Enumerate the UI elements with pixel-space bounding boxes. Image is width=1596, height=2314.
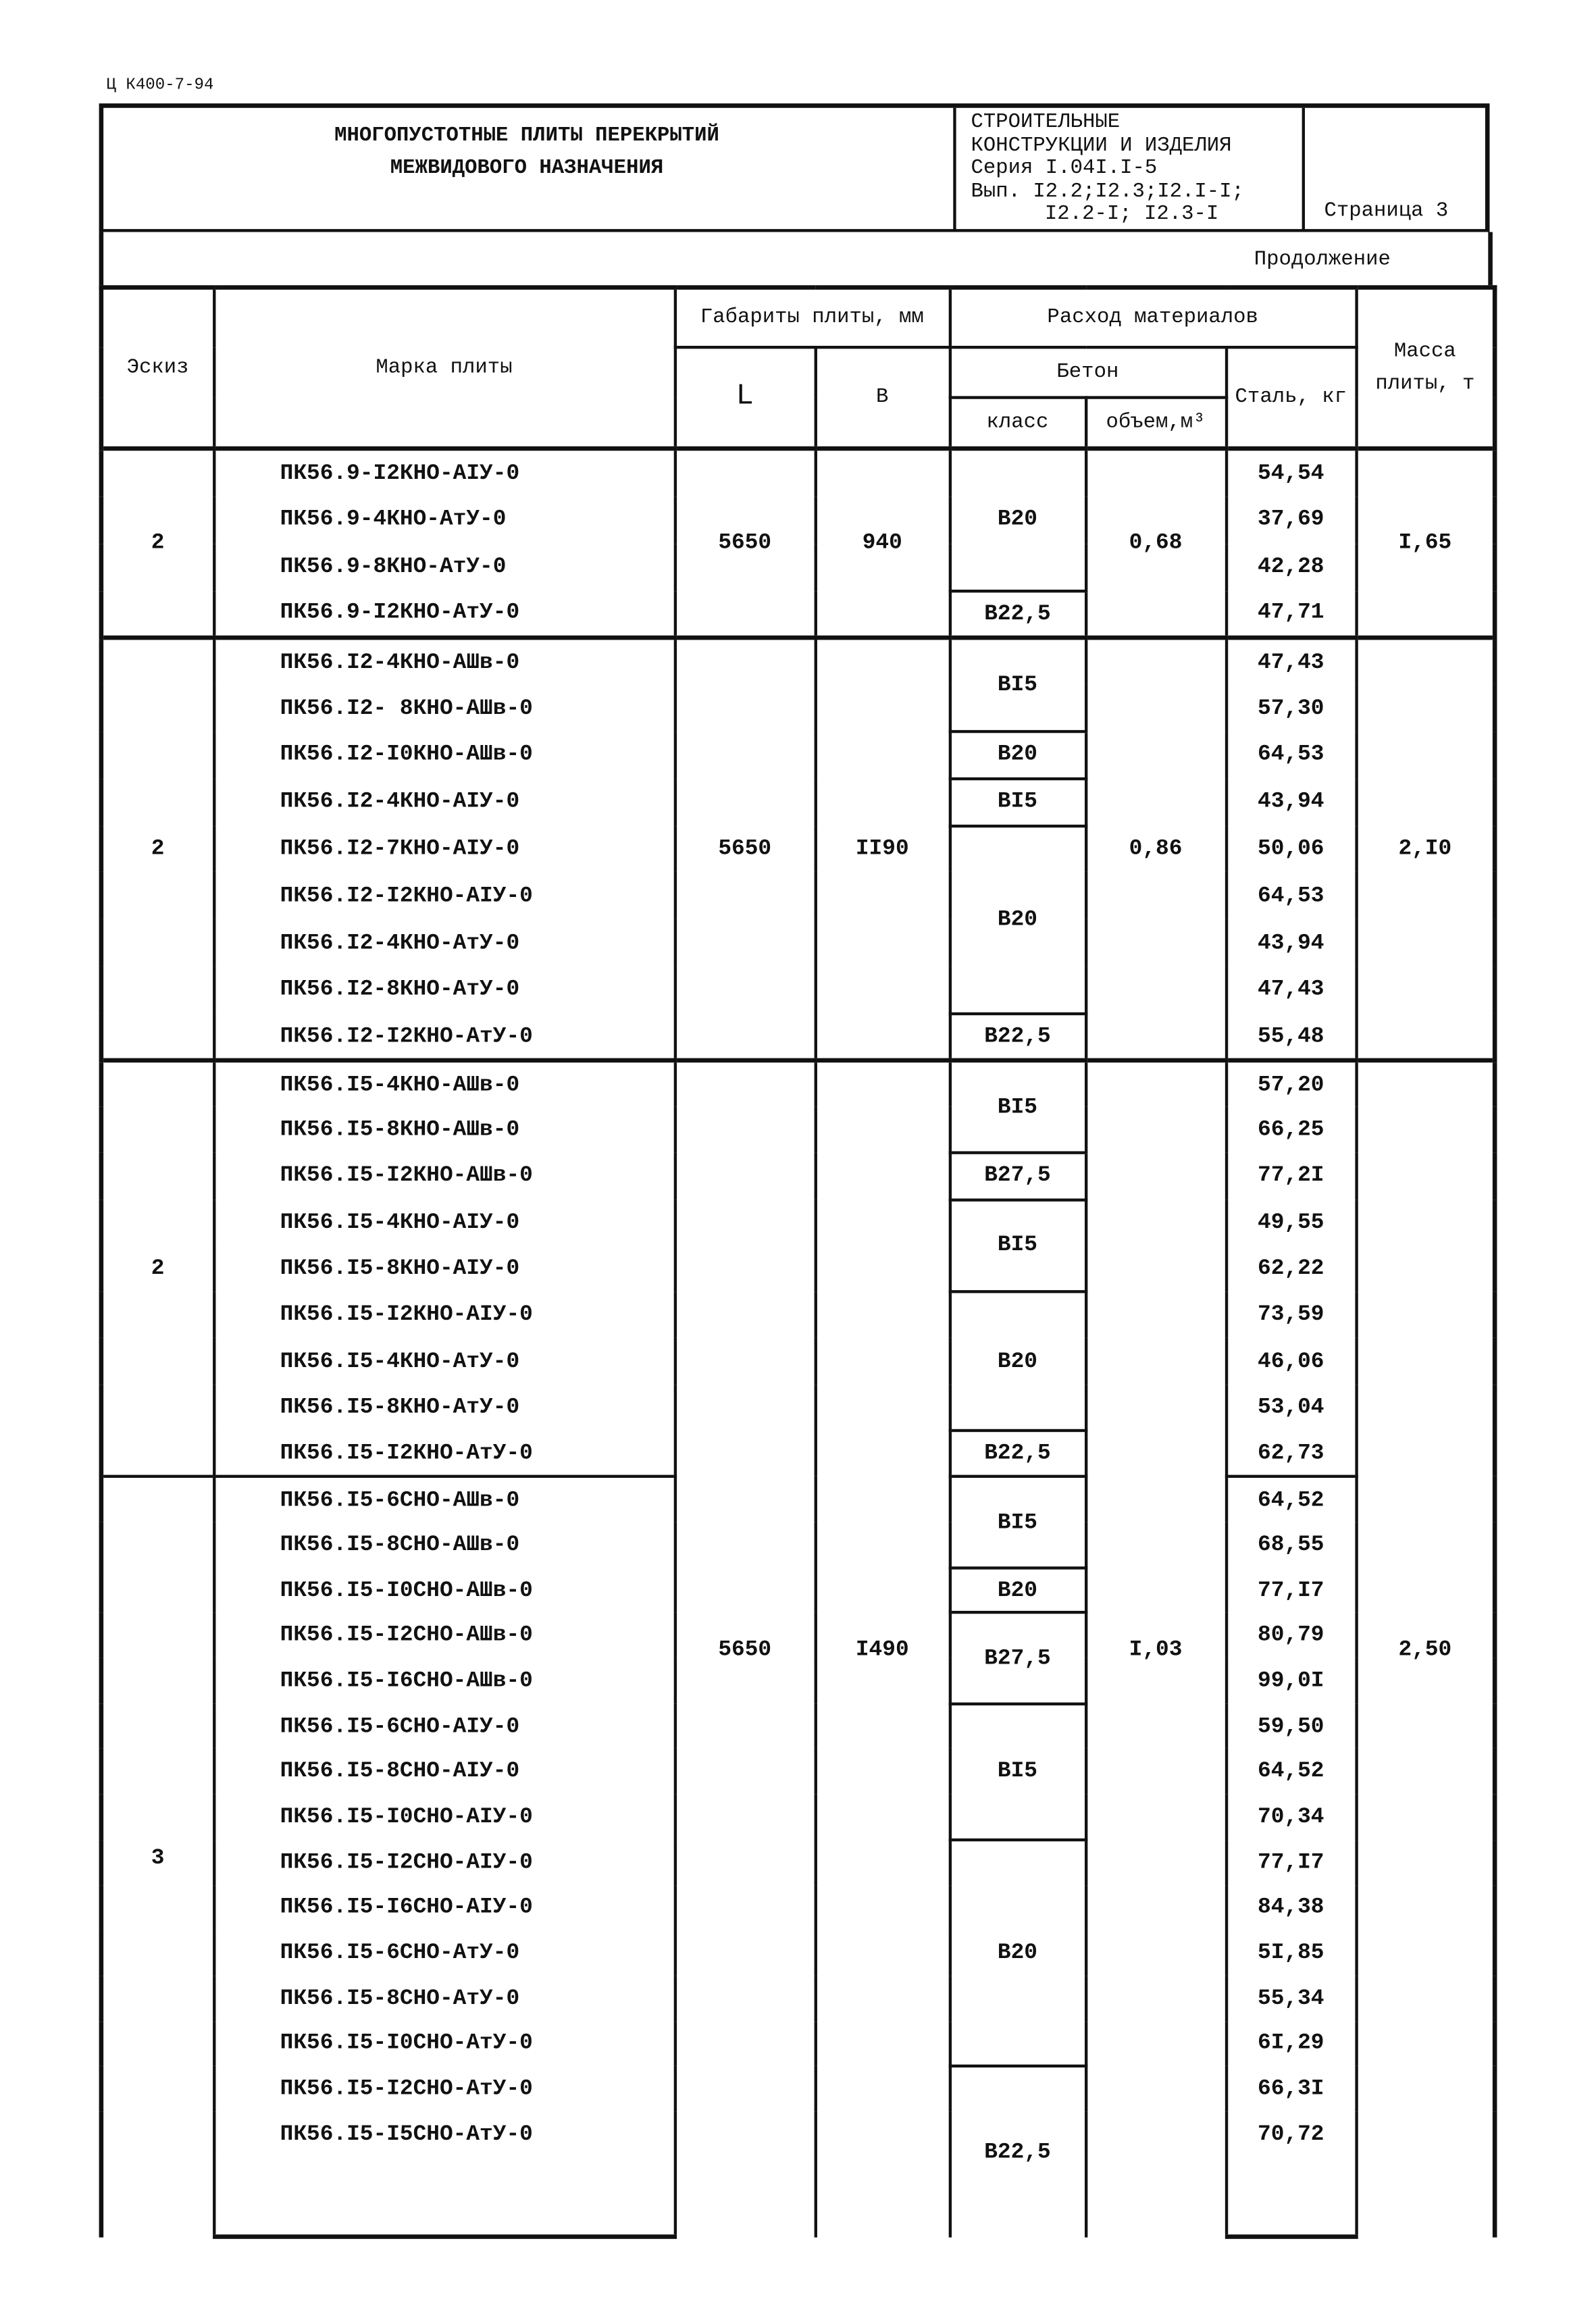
slab-mark: ПК56.I5-6СНО-АIУ-0 (213, 1703, 675, 1749)
concrete-class: B20 (950, 1292, 1085, 1431)
width-value: II90 (815, 638, 950, 1060)
steel-value: 64,53 (1226, 873, 1356, 920)
series-info (953, 108, 1305, 232)
concrete-volume: 0,86 (1085, 638, 1226, 1060)
header-mass: Масса плиты, т (1356, 288, 1495, 448)
slab-mark: ПК56.I2-8КНО-АтУ-0 (213, 967, 675, 1014)
steel-value: 5I,85 (1226, 1930, 1356, 1976)
concrete-class: BI5 (950, 1703, 1085, 1839)
steel-value: 50,06 (1226, 825, 1356, 873)
header-length: L (675, 346, 815, 448)
steel-value: 77,2I (1226, 1153, 1356, 1199)
continuation-label: Продолжение (1254, 248, 1391, 272)
slab-mark: ПК56.I2-I2КНО-АIУ-0 (213, 873, 675, 920)
slab-mark: ПК56.I5-I2СНО-АтУ-0 (213, 2066, 675, 2111)
steel-value: 49,55 (1226, 1200, 1356, 1245)
concrete-volume: 0,68 (1085, 448, 1226, 638)
steel-value: 53,04 (1226, 1385, 1356, 1431)
slab-mark: ПК56.I5-8КНО-АIУ-0 (213, 1245, 675, 1291)
steel-value: 77,I7 (1226, 1568, 1356, 1613)
slab-mark: ПК56.I5-8СНО-АтУ-0 (213, 1976, 675, 2021)
steel-value: 70,72 (1226, 2112, 1356, 2157)
steel-value: 55,48 (1226, 1014, 1356, 1061)
series-line: КОНСТРУКЦИИ И ИЗДЕЛИЯ (971, 134, 1232, 158)
length-value: 5650 (675, 1060, 815, 2237)
width-value: I490 (815, 1060, 950, 2237)
steel-value: 70,34 (1226, 1795, 1356, 1840)
steel-value: 99,0I (1226, 1658, 1356, 1703)
slab-mark: ПК56.I5-8КНО-АтУ-0 (213, 1385, 675, 1431)
slab-mark: ПК56.I5-I5СНО-АтУ-0 (213, 2112, 675, 2157)
slab-mass: 2,50 (1356, 1060, 1495, 2237)
sketch-number: 3 (101, 1477, 213, 2237)
slab-mass: 2,I0 (1356, 638, 1495, 1060)
concrete-class: B20 (950, 825, 1085, 1013)
page-number: Страница 3 (1324, 199, 1449, 224)
header-class: класс (950, 396, 1085, 448)
slab-mark: ПК56.I5-I2КНО-АШв-0 (213, 1153, 675, 1199)
concrete-class: B22,5 (950, 1431, 1085, 1476)
series-line: I2.2-I; I2.3-I (1044, 202, 1219, 226)
slab-mark: ПК56.I5-4КНО-АШв-0 (213, 1060, 675, 1106)
concrete-class: B22,5 (950, 2066, 1085, 2236)
length-value: 5650 (675, 448, 815, 638)
slab-mark: ПК56.I5-8КНО-АШв-0 (213, 1107, 675, 1153)
slab-mark: ПК56.I2-I0КНО-АШв-0 (213, 731, 675, 779)
slab-mark: ПК56.I5-I6СНО-АIУ-0 (213, 1885, 675, 1930)
steel-value: 6I,29 (1226, 2021, 1356, 2066)
header-volume: объем,м³ (1085, 396, 1226, 448)
slab-mass: I,65 (1356, 448, 1495, 638)
slab-mark: ПК56.I5-I6СНО-АШв-0 (213, 1658, 675, 1703)
steel-value: 84,38 (1226, 1885, 1356, 1930)
slab-mark: ПК56.I5-I2СНО-АШв-0 (213, 1613, 675, 1658)
title-line: МЕЖВИДОВОГО НАЗНАЧЕНИЯ (390, 156, 664, 180)
sketch-number: 2 (101, 448, 213, 638)
slab-mark: ПК56.I5-4КНО-АIУ-0 (213, 1200, 675, 1245)
slab-mark: ПК56.9-I2КНО-АIУ-0 (213, 448, 675, 496)
steel-value: 64,53 (1226, 731, 1356, 779)
slab-mark: ПК56.9-I2КНО-АтУ-0 (213, 590, 675, 638)
sketch-number: 2 (101, 1060, 213, 1476)
steel-value: 43,94 (1226, 920, 1356, 967)
header-materials: Расход материалов (950, 288, 1356, 347)
slab-mark: ПК56.9-8КНО-АтУ-0 (213, 543, 675, 590)
steel-value: 66,3I (1226, 2066, 1356, 2111)
steel-value: 43,94 (1226, 779, 1356, 826)
steel-value: 80,79 (1226, 1613, 1356, 1658)
slab-mark: ПК56.I5-I0СНО-АтУ-0 (213, 2021, 675, 2066)
slab-mark: ПК56.I5-8СНО-АIУ-0 (213, 1749, 675, 1794)
table-body (101, 448, 1495, 2237)
slab-mark: ПК56.I5-6СНО-АтУ-0 (213, 1930, 675, 1976)
header-dimensions: Габариты плиты, мм (675, 288, 950, 347)
slab-mark: ПК56.I5-8СНО-АШв-0 (213, 1522, 675, 1568)
length-value: 5650 (675, 638, 815, 1060)
slab-mark: ПК56.I2-4КНО-АIУ-0 (213, 779, 675, 826)
slab-mark: ПК56.I2-I2КНО-АтУ-0 (213, 1014, 675, 1061)
table-row (101, 1060, 1495, 1106)
steel-value: 62,22 (1226, 1245, 1356, 1291)
slab-mark: ПК56.I2-7КНО-АIУ-0 (213, 825, 675, 873)
concrete-class: BI5 (950, 1060, 1085, 1153)
concrete-class: B22,5 (950, 590, 1085, 638)
steel-value: 59,50 (1226, 1703, 1356, 1749)
steel-value: 54,54 (1226, 448, 1356, 496)
header-sketch: Эскиз (101, 288, 213, 448)
concrete-class: BI5 (950, 1200, 1085, 1292)
steel-value: 47,43 (1226, 967, 1356, 1014)
slab-mark: ПК56.I2- 8КНО-АШв-0 (213, 685, 675, 732)
continuation-band (99, 232, 1493, 286)
steel-value: 64,52 (1226, 1749, 1356, 1794)
steel-value: 57,30 (1226, 685, 1356, 732)
slab-mark (213, 2157, 675, 2237)
concrete-class: B22,5 (950, 1014, 1085, 1061)
table-row (101, 638, 1495, 685)
concrete-class: B20 (950, 448, 1085, 590)
slab-mark: ПК56.I2-4КНО-АШв-0 (213, 638, 675, 685)
table-row (101, 448, 1495, 496)
header-mark: Марка плиты (213, 288, 675, 448)
steel-value: 42,28 (1226, 543, 1356, 590)
slab-mark: ПК56.I5-4КНО-АтУ-0 (213, 1338, 675, 1384)
title-line: МНОГОПУСТОТНЫЕ ПЛИТЫ ПЕРЕКРЫТИЙ (334, 124, 719, 148)
header-concrete: Бетон (950, 346, 1226, 396)
concrete-class: B20 (950, 731, 1085, 779)
concrete-class: B27,5 (950, 1153, 1085, 1199)
series-line: СТРОИТЕЛЬНЫЕ (971, 111, 1121, 135)
concrete-class: B27,5 (950, 1613, 1085, 1703)
concrete-class: BI5 (950, 1477, 1085, 1568)
steel-value: 57,20 (1226, 1060, 1356, 1106)
steel-value: 68,55 (1226, 1522, 1356, 1568)
slab-mark: ПК56.I5-I2КНО-АIУ-0 (213, 1292, 675, 1338)
steel-value: 55,34 (1226, 1976, 1356, 2021)
steel-value: 37,69 (1226, 496, 1356, 543)
concrete-class: BI5 (950, 638, 1085, 731)
concrete-class: BI5 (950, 779, 1085, 826)
slab-mark: ПК56.9-4КНО-АтУ-0 (213, 496, 675, 543)
steel-value: 47,71 (1226, 590, 1356, 638)
series-line: Вып. I2.2;I2.3;I2.I-I; (971, 179, 1244, 203)
concrete-volume: I,03 (1085, 1060, 1226, 2237)
concrete-class: B20 (950, 1568, 1085, 1613)
title-block (99, 103, 1490, 232)
steel-value (1226, 2157, 1356, 2237)
series-line: Серия I.04I.I-5 (971, 156, 1158, 180)
steel-value: 47,43 (1226, 638, 1356, 685)
document-title (103, 120, 950, 184)
steel-value: 64,52 (1226, 1477, 1356, 1522)
slab-mark: ПК56.I5-I0СНО-АIУ-0 (213, 1795, 675, 1840)
slab-table (99, 285, 1497, 2239)
slab-mark: ПК56.I5-I2КНО-АтУ-0 (213, 1431, 675, 1476)
steel-value: 46,06 (1226, 1338, 1356, 1384)
slab-mark: ПК56.I5-I0СНО-АШв-0 (213, 1568, 675, 1613)
header-steel: Сталь, кг (1226, 346, 1356, 448)
steel-value: 62,73 (1226, 1431, 1356, 1476)
width-value: 940 (815, 448, 950, 638)
steel-value: 66,25 (1226, 1107, 1356, 1153)
steel-value: 73,59 (1226, 1292, 1356, 1338)
document-code: Ц К400-7-94 (106, 76, 214, 95)
sketch-number: 2 (101, 638, 213, 1060)
concrete-class: B20 (950, 1840, 1085, 2067)
slab-mark: ПК56.I5-I2СНО-АIУ-0 (213, 1840, 675, 1885)
steel-value: 77,I7 (1226, 1840, 1356, 1885)
slab-mark: ПК56.I2-4КНО-АтУ-0 (213, 920, 675, 967)
slab-mark: ПК56.I5-6СНО-АШв-0 (213, 1477, 675, 1522)
header-width: B (815, 346, 950, 448)
